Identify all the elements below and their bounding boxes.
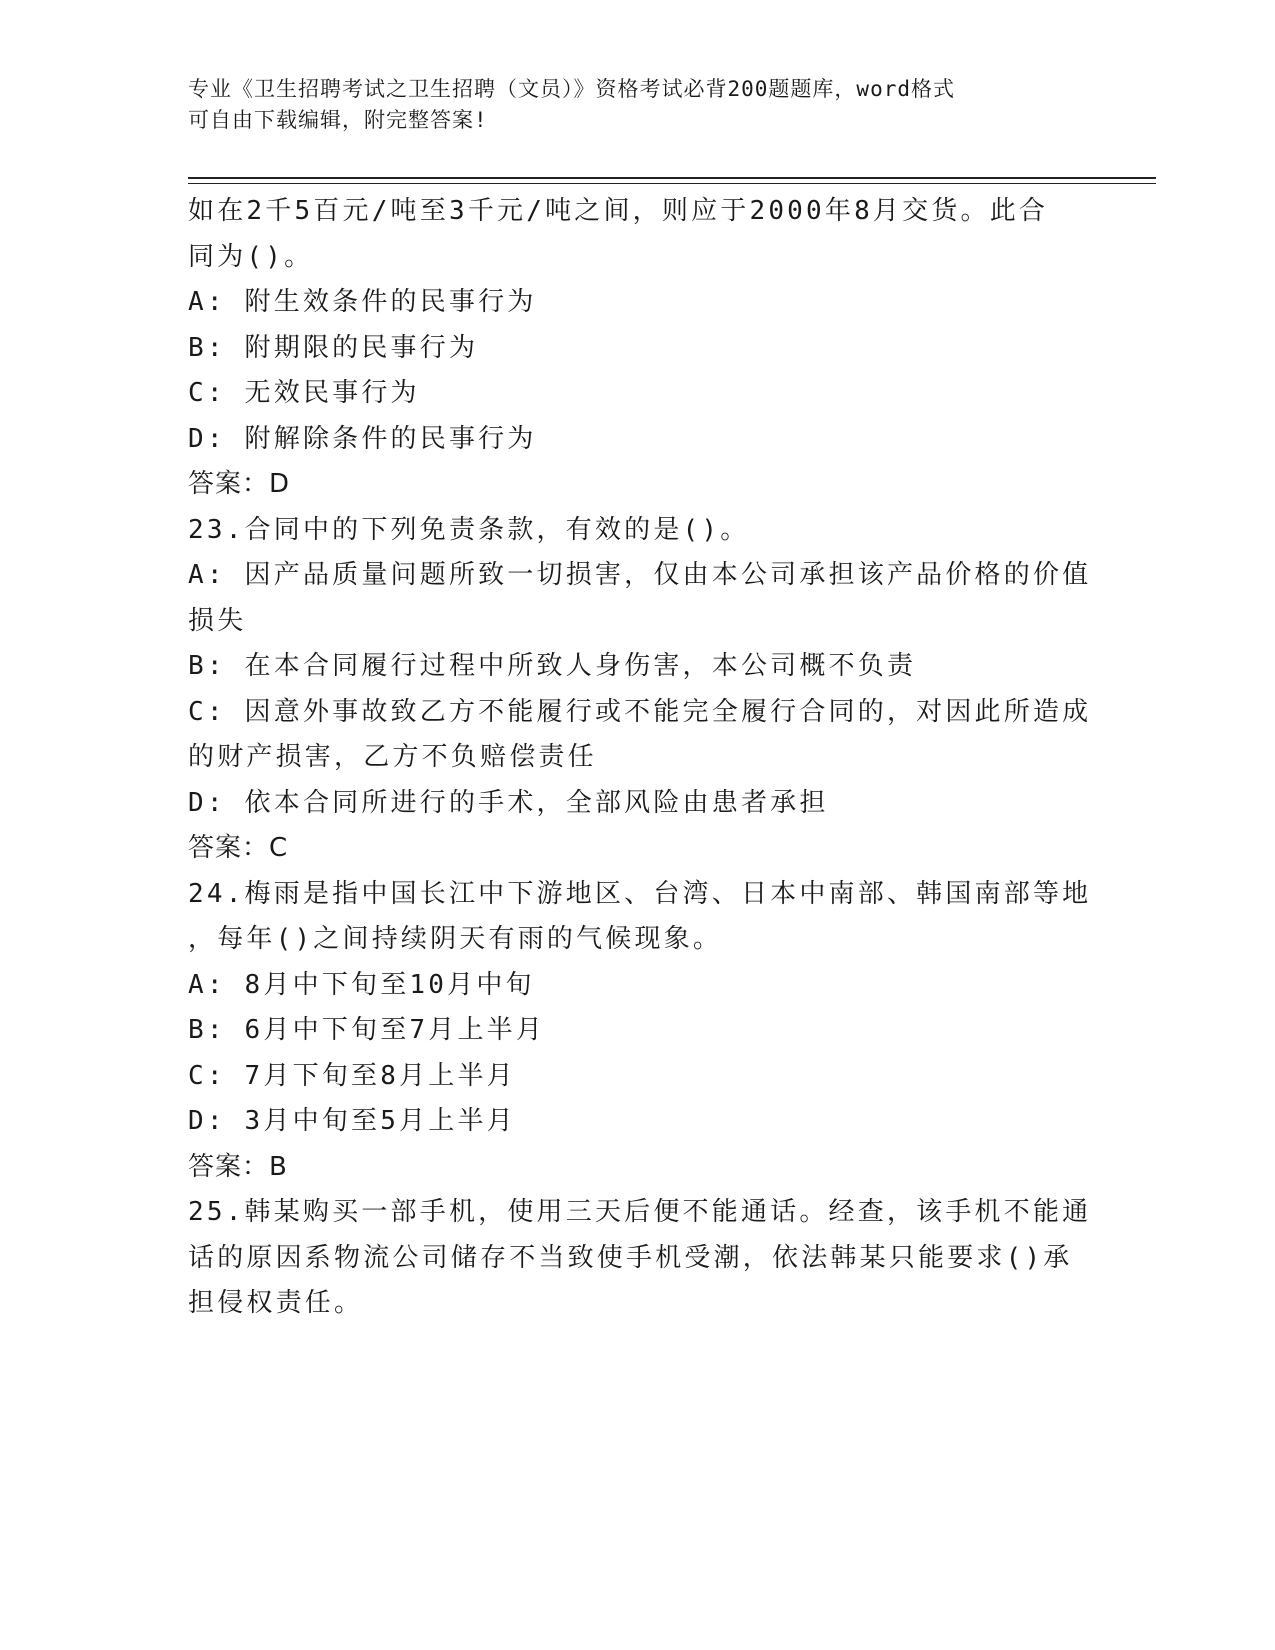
option-a: A: 8月中下旬至10月中旬: [188, 969, 535, 1000]
option-b: B: 6月中下旬至7月上半月: [188, 1015, 546, 1045]
question-stem: 担侵权责任。: [188, 1288, 364, 1318]
question-list: [188, 189, 1092, 1327]
question-23: [188, 508, 1092, 872]
question-24: [188, 872, 1092, 1191]
option-d: D: 3月中旬至5月上半月: [188, 1106, 516, 1136]
option-c-continued: 的财产损害，乙方不负赔偿责任: [188, 742, 597, 772]
document-header: [188, 74, 1068, 136]
option-b: B: 附期限的民事行为: [188, 332, 479, 363]
header-line-2: 可自由下载编辑，附完整答案!: [188, 108, 488, 132]
option-a: A: 附生效条件的民事行为: [188, 287, 537, 317]
option-c: C: 因意外事故致乙方不能履行或不能完全履行合同的，对因此所造成: [188, 696, 1092, 727]
option-a-continued: 损失: [188, 605, 247, 636]
question-stem: 25.韩某购买一部手机，使用三天后便不能通话。经查，该手机不能通: [188, 1197, 1092, 1227]
answer-label: 答案：C: [188, 833, 289, 863]
question-25: [188, 1190, 1092, 1327]
option-c: C: 7月下旬至8月上半月: [188, 1060, 516, 1091]
question-stem: 如在2千5百元/吨至3千元/吨之间，则应于2000年8月交货。此合: [188, 196, 1049, 226]
answer-label: 答案：D: [188, 469, 291, 499]
header-line-1: 专业《卫生招聘考试之卫生招聘（文员）》资格考试必背200题题库，word格式: [188, 77, 955, 101]
option-d: D: 依本合同所进行的手术，全部风险由患者承担: [188, 787, 829, 818]
question-stem: 话的原因系物流公司储存不当致使手机受潮，依法韩某只能要求()承: [188, 1242, 1073, 1273]
option-b: B: 在本合同履行过程中所致人身伤害，本公司概不负责: [188, 651, 917, 681]
option-a: A: 因产品质量问题所致一切损害，仅由本公司承担该产品价格的价值: [188, 560, 1092, 590]
question-stem: 同为()。: [188, 241, 314, 272]
option-d: D: 附解除条件的民事行为: [188, 423, 537, 454]
question-stem: ，每年()之间持续阴天有雨的气候现象。: [188, 924, 723, 954]
question-stem: 23.合同中的下列免责条款，有效的是()。: [188, 514, 750, 545]
question-22: [188, 189, 1078, 508]
answer-label: 答案：B: [188, 1151, 288, 1182]
header-divider-thick: [188, 177, 1156, 179]
question-stem: 24.梅雨是指中国长江中下游地区、台湾、日本中南部、韩国南部等地: [188, 878, 1092, 909]
header-divider-thin: [188, 183, 1156, 184]
option-c: C: 无效民事行为: [188, 378, 420, 408]
